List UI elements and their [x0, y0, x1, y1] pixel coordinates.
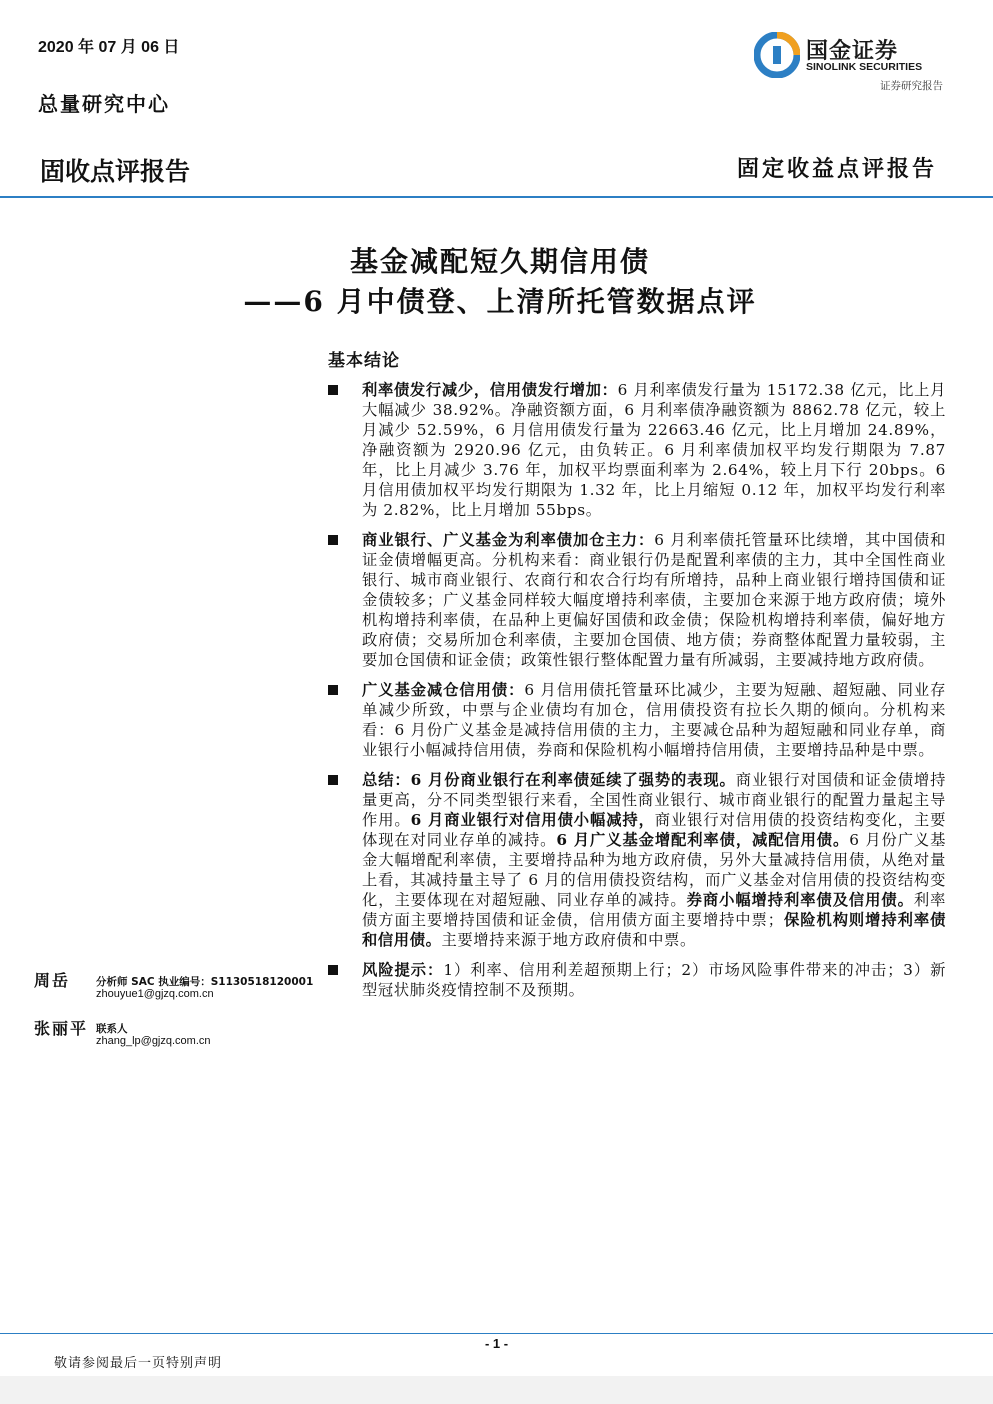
analyst-card — [34, 968, 70, 991]
logo-name-cn: 国金证券 — [806, 39, 899, 64]
bullet-text: 6 月信用债托管量环比减少，主要为短融、超短融、同业存单减少所致，中票与企业债均有加仓，信用债投资有拉长久期的倾向。分机构来看：6 月份广义基金是减持信用债的主力，主要减仓品种为超短融和同业存单，商业银行小幅减持信用债，券商和保险机构小幅增持信用债，主要增持品种是中票。 — [362, 681, 946, 759]
bottom-band — [0, 1376, 993, 1404]
bullet-bold-text: 6 月商业银行对信用债小幅减持， — [410, 811, 655, 829]
bullet-bold-text: 保险机构则增持利率债和信用债。 — [362, 911, 946, 949]
logo-name-en: SINOLINK SECURITIES — [806, 61, 923, 73]
conclusion-item — [326, 680, 946, 760]
section-heading: 基本结论 — [328, 351, 400, 371]
logo-subtitle: 证券研究报告 — [880, 80, 943, 92]
department-name: 总量研究中心 — [38, 92, 170, 116]
report-subtitle: ——6 月中债登、上清所托管数据点评 — [243, 285, 757, 318]
analyst-name: 周岳 — [34, 971, 71, 990]
bullet-bold-text: 商业银行、广义基金为利率债加仓主力： — [362, 531, 655, 549]
disclaimer-note: 敬请参阅最后一页特别声明 — [54, 1356, 223, 1371]
bullet-bold-text: 利率债发行减少，信用债发行增加： — [362, 381, 618, 399]
header-divider — [0, 196, 993, 198]
bullet-square-icon — [328, 685, 338, 695]
bullet-square-icon — [328, 535, 338, 545]
report-date: 2020 年 07 月 06 日 — [38, 39, 180, 56]
contact-card — [34, 1016, 88, 1039]
bullet-text: 主要增持来源于地方政府债和中票。 — [441, 931, 696, 949]
bullet-square-icon — [328, 385, 338, 395]
bullet-bold-text: 广义基金减仓信用债： — [362, 681, 525, 699]
conclusion-list — [326, 380, 946, 1010]
conclusion-item — [326, 530, 946, 670]
logo-mark-icon — [754, 32, 800, 78]
footer-divider — [0, 1333, 993, 1334]
analyst-email[interactable]: zhouyue1@gjzq.com.cn — [96, 988, 214, 1000]
analyst-role: 分析师 SAC 执业编号：S1130518120001 — [96, 976, 314, 988]
report-title: 基金减配短久期信用债 — [349, 245, 650, 278]
bullet-text: 商业银行对国债和证金债增持量更高，分不同类型银行来看，全国性商业银行、城市商业银行的配置力量起主导作用。 — [362, 771, 946, 829]
conclusion-item — [326, 380, 946, 520]
bullet-square-icon — [328, 775, 338, 785]
contact-name: 张丽平 — [34, 1019, 89, 1038]
bullet-text: 6 月利率债托管量环比续增，其中国债和证金债增幅更高。分机构来看：商业银行仍是配置利率债的主力，其中全国性商业银行、城市商业银行、农商行和农合行均有所增持，品种上商业银行增持国债和证金债较多；广义基金同样较大幅度增持利率债，主要加仓来源于地方政府债；境外机构增持利率债，在品种上更偏好国债和政金债；保险机构增持利率债，偏好地方政府债；交易所加仓利率债，主要加仓国债、地方债；券商整体配置力量较弱，主要加仓国债和证金债；政策性银行整体配置力量有所减弱，主要减持地方政府债。 — [362, 531, 946, 669]
bullet-bold-text: 总结： — [362, 771, 411, 789]
bullet-text: 6 月利率债发行量为 15172.38 亿元，比上月大幅减少 38.92%。净融资额方面，6 月利率债净融资额为 8862.78 亿元，较上月减少 52.59%，6 月信用债发行量为 22663.46 亿元，比上月增加 24.89%，净融资额为 2920.96 亿元，由负转正。6 月利率债加权平均发行期限为 7.87 年，比上月减少 3.76 年，加权平均票面利率为 2.64%，较上月下行 20bps。6 月信用债加权平均发行期限为 1.32 年，比上月缩短 0.12 年，加权平均发行利率为 2.82%，比上月增加 55bps。 — [362, 381, 946, 519]
company-logo — [754, 30, 944, 78]
contact-email[interactable]: zhang_lp@gjzq.com.cn — [96, 1035, 211, 1047]
report-type: 固收点评报告 — [40, 157, 191, 186]
conclusion-item — [326, 960, 946, 1000]
bullet-text: 利率债方面主要增持国债和证金债，信用债方面主要增持中票； — [362, 891, 946, 929]
contact-role: 联系人 — [96, 1023, 128, 1035]
bullet-bold-text: 风险提示： — [362, 961, 444, 979]
report-type-right: 固定收益点评报告 — [736, 156, 937, 182]
bullet-bold-text: 6 月广义基金增配利率债，减配信用债。 — [556, 831, 850, 849]
bullet-bold-text: 6 月份商业银行在利率债延续了强势的表现。 — [410, 771, 736, 789]
bullet-text: 1）利率、信用利差超预期上行；2）市场风险事件带来的冲击；3）新型冠状肺炎疫情控制不及预期。 — [362, 961, 946, 999]
bullet-bold-text: 券商小幅增持利率债及信用债。 — [686, 891, 914, 909]
bullet-square-icon — [328, 965, 338, 975]
bullet-text: 6 月份广义基金大幅增配利率债，主要增持品种为地方政府债，另外大量减持信用债，从绝对量上看，其减持量主导了 6 月的信用债投资结构，而广义基金对信用债的投资结构变化，主要体现在对超短融、同业存单的减持。 — [362, 831, 947, 909]
conclusion-item — [326, 770, 946, 950]
bullet-text: 商业银行对信用债的投资结构变化，主要体现在对同业存单的减持。 — [362, 811, 946, 849]
page-number: - 1 - — [484, 1336, 509, 1351]
